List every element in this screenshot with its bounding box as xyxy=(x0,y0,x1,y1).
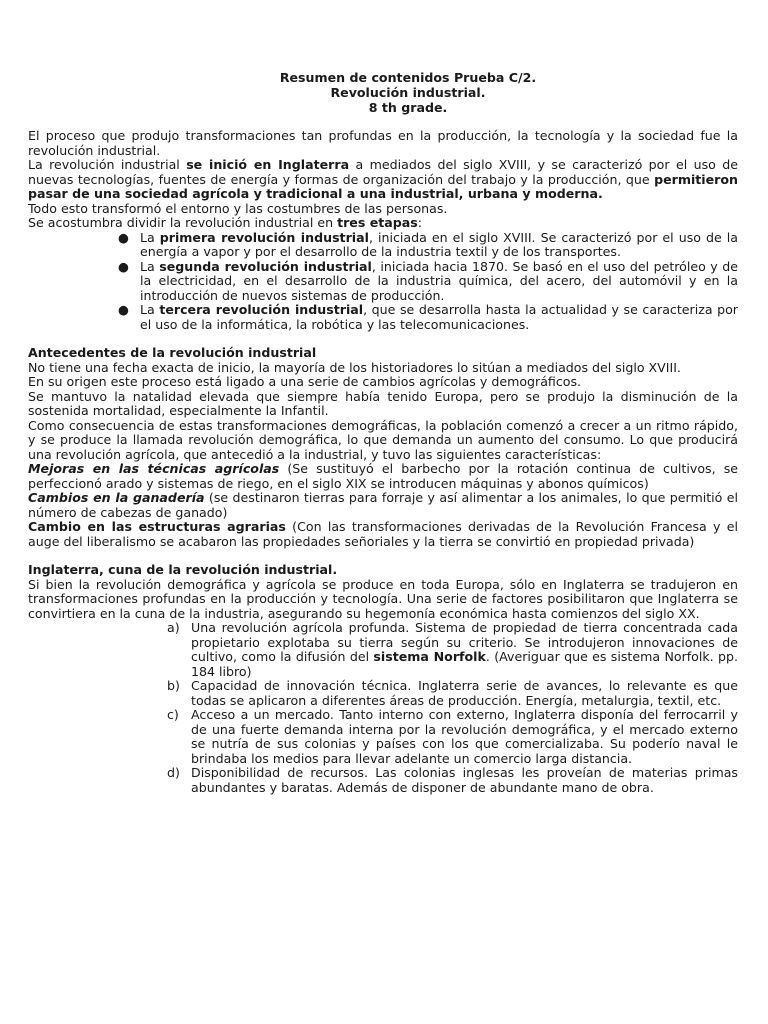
ganaderia-paragraph: Cambios en la ganadería (se destinaron tierras para forraje y así alimentar a los animales, lo que permitió el número de cabezas de ganado) xyxy=(28,490,738,520)
mejoras-paragraph: Mejoras en las técnicas agrícolas (Se sustituyó el barbecho por la rotación continua de cultivos, se perfeccionó arado y sistemas de riego, en el siglo XIX se introducen máquinas y abonos químicos) xyxy=(28,461,739,491)
antecedentes-paragraph-2: En su origen este proceso está ligado a una serie de cambios agrícolas y demográficos. xyxy=(28,374,582,389)
factors-list xyxy=(28,621,738,795)
list-item: a) Una revolución agrícola profunda. Sistema de propiedad de tierra concentrada cada propietario explotaba su tierra según su criterio. Se introdujeron innovaciones de cultivo, como la difusión del sistema Norfolk. (Averiguar que es sistema Norfolk. pp. 184 libro) xyxy=(167,620,739,679)
list-item: ● La primera revolución industrial, iniciada en el siglo XVIII. Se caracterizó por el uso de la energía a vapor y por el desarrollo de la industria textil y de los transportes. xyxy=(118,229,738,259)
title-line-2: Revolución industrial. xyxy=(330,85,486,100)
title-line-1: Resumen de contenidos Prueba C/2. xyxy=(279,70,537,85)
stages-list xyxy=(28,231,738,333)
title-line-3: 8 th grade. xyxy=(368,100,448,115)
estructuras-paragraph: Cambio en las estructuras agrarias (Con las transformaciones derivadas de la Revolución Francesa y el auge del liberalismo se acabaron las propiedades señoriales y la tierra se convirtió en propiedad privada) xyxy=(28,519,738,549)
list-item: b) Capacidad de innovación técnica. Inglaterra serie de avances, lo relevante es que todas se aplicaron a diferentes áreas de producción. Energía, metalurgia, textil, etc. xyxy=(167,678,738,708)
inglaterra-paragraph-1: Si bien la revolución demográfica y agrícola se produce en toda Europa, sólo en Inglaterra se tradujeron en transformaciones profundas en la producción y tecnología. Una serie de factores posibilitaron que Inglaterra se convirtiera en la cuna de la industria, asegurando su hegemonía económica hasta comienzos del siglo XX. xyxy=(28,576,738,621)
intro-paragraph-1: El proceso que produjo transformaciones tan profundas en la producción, la tecnología y la sociedad fue la revolución industrial. xyxy=(28,128,738,158)
document-title xyxy=(78,70,738,115)
intro-paragraph-2: La revolución industrial se inició en Inglaterra a mediados del siglo XVIII, y se caracterizó por el uso de nuevas tecnologías, fuentes de energía y formas de organización del trabajo y la producción, que permitieron pasar de una sociedad agrícola y tradicional a una industrial, urbana y moderna. xyxy=(28,157,738,201)
antecedentes-paragraph-1: No tiene una fecha exacta de inicio, la mayoría de los historiadores lo sitúan a mediados del siglo XVIII. xyxy=(28,359,681,375)
intro-paragraph-4: Se acostumbra dividir la revolución industrial en tres etapas: xyxy=(28,215,423,230)
list-item: ● La segunda revolución industrial, iniciada hacia 1870. Se basó en el uso del petróleo y de la electricidad, en el desarrollo de la industria química, del acero, del automóvil y en la introducción de nuevos sistemas de producción. xyxy=(118,258,738,303)
antecedentes-paragraph-3: Se mantuvo la natalidad elevada que siempre había tenido Europa, pero se produjo la disminución de la sostenida mortalidad, especialmente la Infantil. xyxy=(28,388,738,418)
antecedentes-paragraph-4: Como consecuencia de estas transformaciones demográficas, la población comenzó a crecer a un ritmo rápido, y se produce la llamada revolución demográfica, lo que demanda un aumento del consumo. Lo que producirá una revolución agrícola, que antecedió a la industrial, y tuvo las siguientes características: xyxy=(28,417,738,462)
list-item: c) Acceso a un mercado. Tanto interno con externo, Inglaterra disponía del ferrocarril y de una fuerte demanda interna por la revolución demográfica, y el mercado externo se nutría de sus colonias y países con los que comercializaba. Su poderío naval le brindaba los medios para llevar adelante un comercio larga distancia. xyxy=(167,707,738,766)
list-item: ● La tercera revolución industrial, que se desarrolla hasta la actualidad y se caracteriza por el uso de la informática, la robótica y las telecomunicaciones. xyxy=(118,302,738,332)
inglaterra-heading: Inglaterra, cuna de la revolución industrial. xyxy=(28,562,338,577)
antecedentes-heading: Antecedentes de la revolución industrial xyxy=(28,345,317,360)
intro-paragraph-3: Todo esto transformó el entorno y las costumbres de las personas. xyxy=(28,200,448,216)
list-item: d) Disponibilidad de recursos. Las colonias inglesas les proveían de materias primas abundantes y baratas. Además de disponer de abundante mano de obra. xyxy=(167,765,738,795)
